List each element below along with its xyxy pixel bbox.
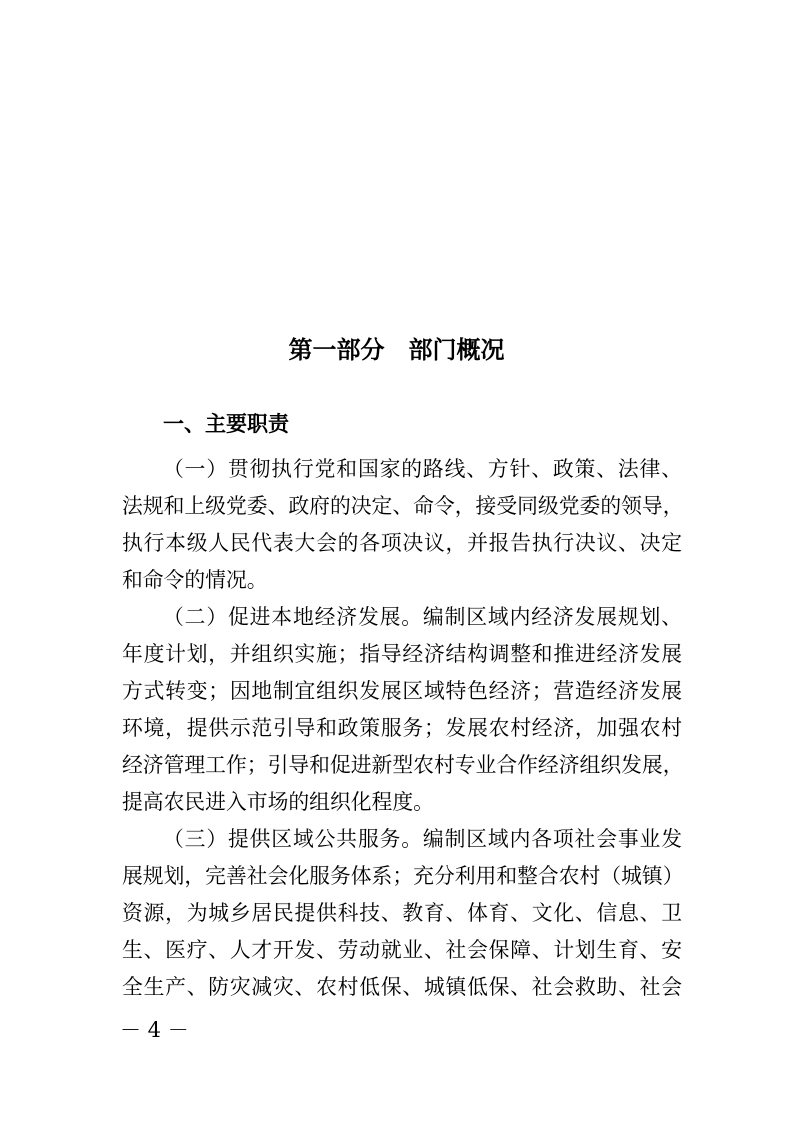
text-line: 全生产、防灾减灾、农村低保、城镇低保、社会救助、社会 (122, 975, 682, 999)
text-line: 和命令的情况。 (122, 568, 268, 592)
page-number: － 4 － (120, 1018, 189, 1042)
text-line: （二）促进本地经济发展。编制区域内经济发展规划、 (163, 605, 682, 629)
text-line: 经济管理工作；引导和促进新型农村专业合作经济组织发展， (122, 753, 684, 777)
page-title: 第一部分 部门概况 (288, 336, 505, 364)
text-line: 展规划，完善社会化服务体系；充分利用和整合农村（城镇） (122, 864, 684, 888)
text-line: （三）提供区域公共服务。编制区域内各项社会事业发 (163, 827, 682, 851)
section-heading: 一、主要职责 (163, 412, 289, 436)
text-line: 法规和上级党委、政府的决定、命令，接受同级党委的领导， (122, 494, 684, 518)
text-line: 环境，提供示范引导和政策服务；发展农村经济，加强农村 (122, 716, 682, 740)
text-line: 执行本级人民代表大会的各项决议，并报告执行决议、决定 (122, 531, 682, 555)
text-line: 方式转变；因地制宜组织发展区域特色经济；营造经济发展 (122, 679, 682, 703)
text-line: 生、医疗、人才开发、劳动就业、社会保障、计划生育、安 (122, 938, 682, 962)
text-line: 年度计划，并组织实施；指导经济结构调整和推进经济发展 (122, 642, 682, 666)
text-line: （一）贯彻执行党和国家的路线、方针、政策、法律、 (163, 457, 682, 481)
text-line: 资源，为城乡居民提供科技、教育、体育、文化、信息、卫 (122, 901, 682, 925)
text-line: 提高农民进入市场的组织化程度。 (122, 790, 434, 814)
